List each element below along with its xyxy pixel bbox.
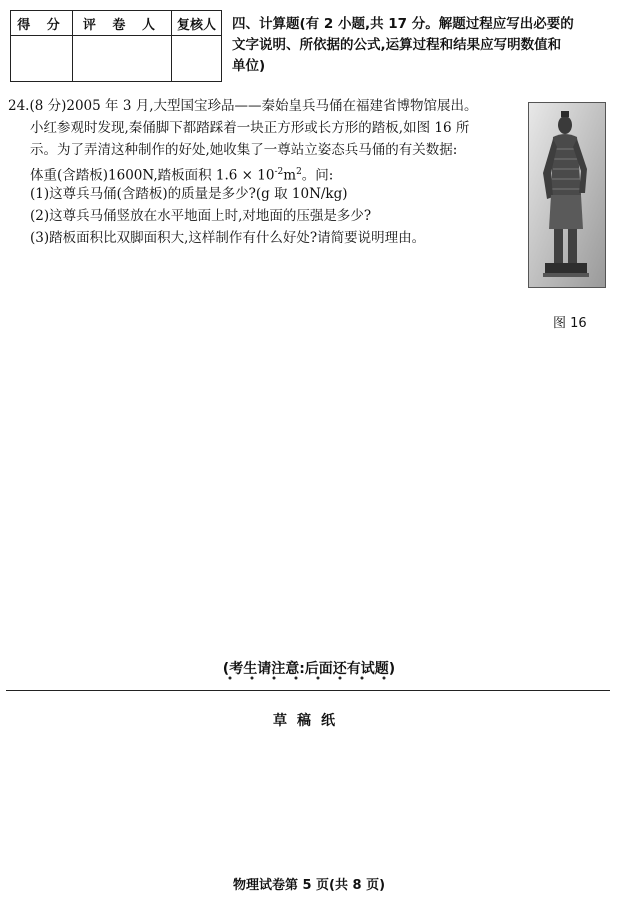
section-heading-line: 四、计算题(有 2 小题,共 17 分。解题过程应写出必要的 <box>232 16 574 32</box>
section-heading-line: 文字说明、所依据的公式,运算过程和结果应写明数值和 <box>232 37 562 53</box>
figure-label: 图 16 <box>553 316 587 331</box>
score-header: 得 分 <box>11 11 73 36</box>
question-line: 24.(8 分)2005 年 3 月,大型国宝珍品——秦始皇兵马俑在福建省博物馆展出。 <box>8 98 478 114</box>
question-line: 示。为了弄清这种制作的好处,她收集了一尊站立姿态兵马俑的有关数据: <box>30 142 458 158</box>
divider-line <box>6 690 610 691</box>
emphasis-dots <box>212 674 412 682</box>
question-data-line: 体重(含踏板)1600N,踏板面积 $1.6 \times 10^{-2}m^2$。问: <box>30 167 334 184</box>
section-heading <box>232 14 614 77</box>
grader-cell[interactable] <box>72 36 171 82</box>
page-footer: 物理试卷第 5 页(共 8 页) <box>232 878 386 893</box>
warrior-figure-icon <box>529 103 605 287</box>
score-table <box>10 10 222 82</box>
sub-question-3: (3)踏板面积比双脚面积大,这样制作有什么好处?请简要说明理由。 <box>30 230 426 246</box>
terracotta-warrior-photo <box>528 102 606 288</box>
section-heading-line: 单位) <box>232 58 266 74</box>
draft-label: 草稿纸 <box>273 713 345 729</box>
sub-question-1: (1)这尊兵马俑(含踏板)的质量是多少?(g 取 10N/kg) <box>30 186 348 202</box>
score-cell[interactable] <box>11 36 73 82</box>
notice-text: (考生请注意:后面还有试题) <box>222 661 396 677</box>
grader-header: 评 卷 人 <box>72 11 171 36</box>
reviewer-header: 复核人 <box>171 11 221 36</box>
reviewer-cell[interactable] <box>171 36 221 82</box>
sub-question-2: (2)这尊兵马俑竖放在水平地面上时,对地面的压强是多少? <box>30 208 372 224</box>
question-line: 小红参观时发现,秦俑脚下都踏踩着一块正方形或长方形的踏板,如图 16 所 <box>30 120 470 136</box>
